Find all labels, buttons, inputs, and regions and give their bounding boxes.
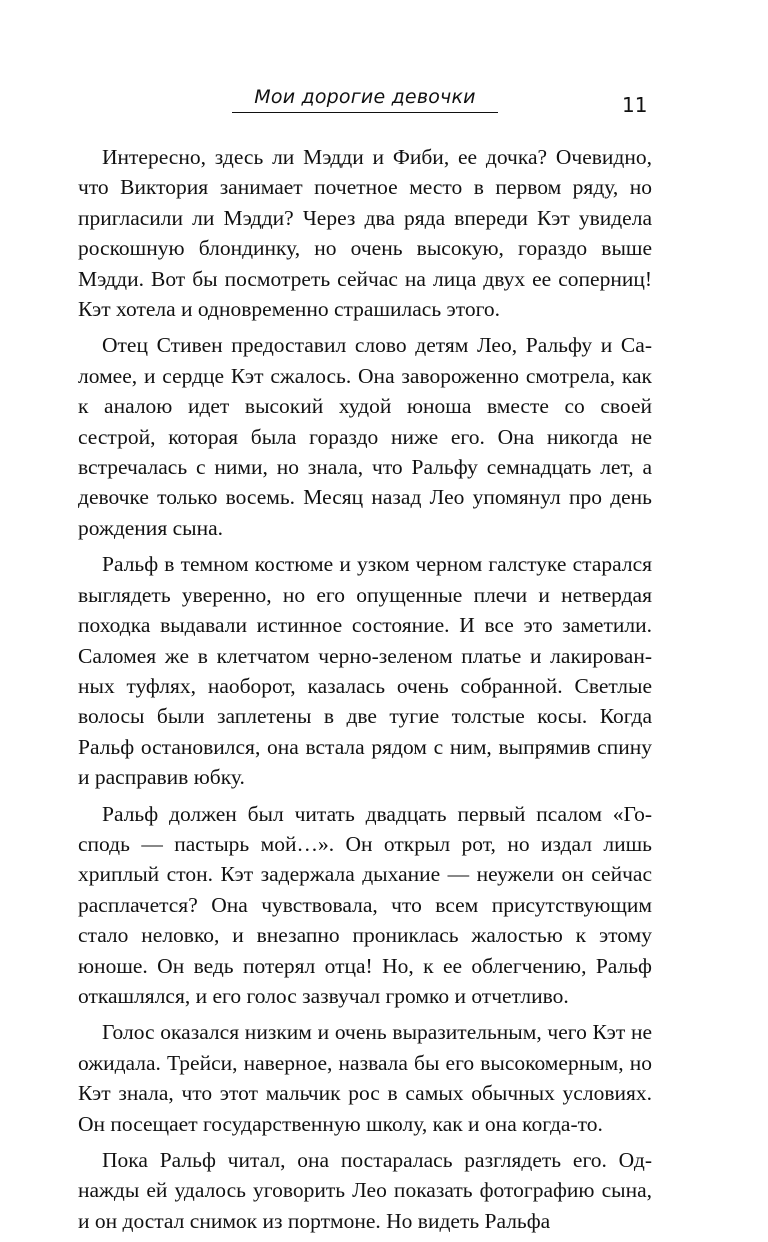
paragraph: Пока Ральф читал, она постаралась разглядеть его. Однажды ей удалось уговорить Лео показать фотографию сына, и он достал снимок из портмоне. Но видеть Ральфа — [78, 1148, 652, 1233]
paragraph: Ральф в темном костюме и узком черном галстуке старался выглядеть уверенно, но его опущенные плечи и нетвердая походка выдавали истинное состояние. И все это заметили. Саломея же в клетчатом черно-зеленом платье и лакированных туфлях, наоборот, казалась очень собранной. Светлые волосы были заплетены в две тугие толстые косы. Когда Ральф остановился, она встала рядом с ним, выпрямив спину и расправив юбку. — [78, 552, 652, 790]
page-body — [78, 142, 652, 1242]
paragraph: Отец Стивен предоставил слово детям Лео, Ральфу и Саломее, и сердце Кэт сжалось. Она завороженно смотрела, как к аналою идет высокий худой юноша вместе со своей сестрой, которая была гораздо ниже его. Она никогда не встречалась с ними, но знала, что Ральфу семнадцать лет, а девочке только восемь. Месяц назад Лео упомянул про день рождения сына. — [78, 333, 652, 540]
paragraph: Ральф должен был читать двадцать первый псалом «Господь — пастырь мой…». Он открыл рот, но издал лишь хриплый стон. Кэт задержала дыхание — неужели он сейчас расплачется? Она чувствовала, что всем присутствующим стало неловко, и внезапно прониклась жалостью к этому юноше. Он ведь потерял отца! Но, к ее облегчению, Ральф откашлялся, и его голос зазвучал громко и отчетливо. — [78, 801, 652, 1008]
paragraph: Голос оказался низким и очень выразительным, чего Кэт не ожидала. Трейси, наверное, назвала бы его высокомерным, но Кэт знала, что этот мальчик рос в самых обычных условиях. Он посещает государственную школу, как и она когда-то. — [78, 1020, 652, 1136]
paragraph: Интересно, здесь ли Мэдди и Фиби, ее дочка? Очевидно, что Виктория занимает почетное место в первом ряду, но пригласили ли Мэдди? Через два ряда впереди Кэт увидела роскошную блондинку, но очень высокую, гораздо выше Мэдди. Вот бы посмотреть сейчас на лица двух ее соперниц! Кэт хотела и одновременно страшилась этого. — [78, 145, 652, 322]
page-number: 11 — [622, 93, 648, 117]
running-head-title: Мои дорогие девочки — [232, 84, 498, 113]
